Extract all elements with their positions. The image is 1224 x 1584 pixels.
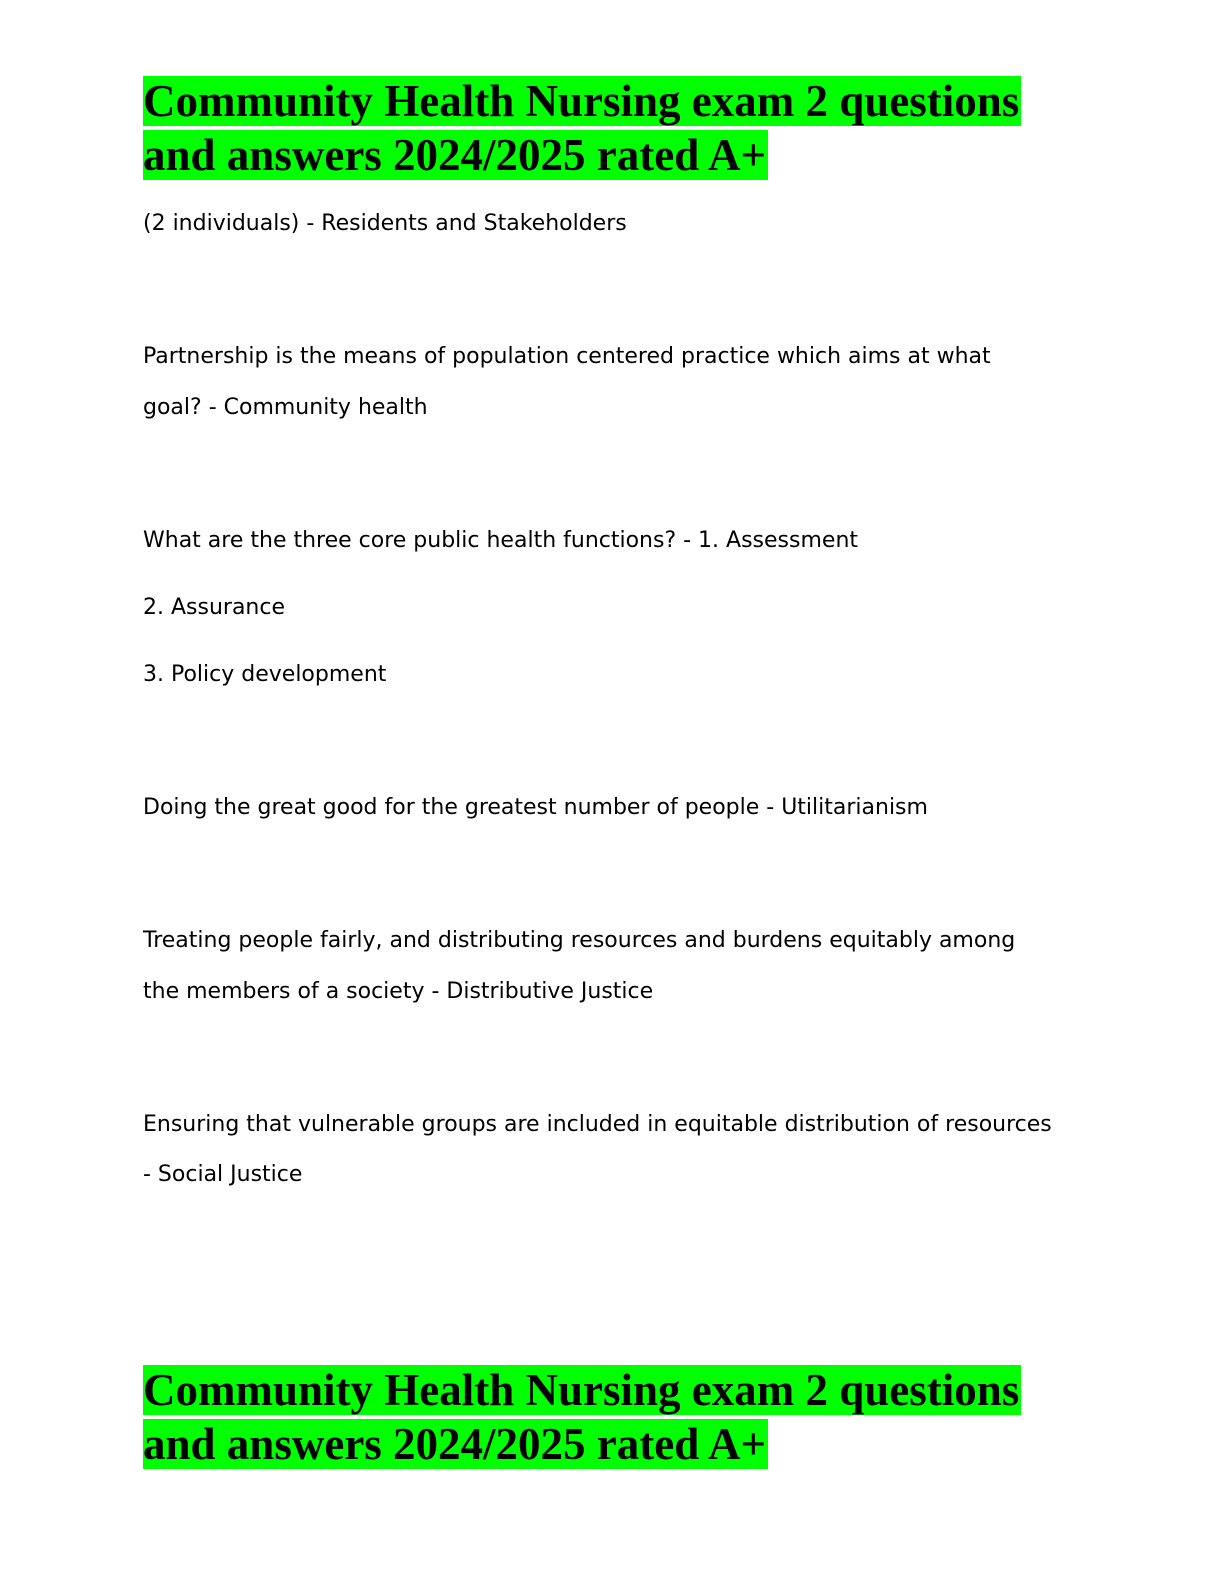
qa-line-4: What are the three core public health functions? - 1. Assessment — [143, 528, 859, 553]
qa-line-9: the members of a society - Distributive Justice — [143, 979, 654, 1004]
document-title-repeat — [143, 1363, 1083, 1471]
qa-line-7: Doing the great good for the greatest number of people - Utilitarianism — [143, 795, 928, 820]
qa-line-2: Partnership is the means of population centered practice which aims at what — [143, 344, 991, 369]
qa-line-5: 2. Assurance — [143, 595, 286, 620]
qa-line-1: (2 individuals) - Residents and Stakeholders — [143, 211, 627, 236]
qa-line-3: goal? - Community health — [143, 395, 428, 420]
qa-line-11: - Social Justice — [143, 1162, 303, 1187]
document-title — [143, 74, 1083, 182]
document-title-repeat-highlight: Community Health Nursing exam 2 questions and answers 2024/2025 rated A+ — [143, 1365, 1020, 1469]
qa-line-8: Treating people fairly, and distributing resources and burdens equitably among — [143, 928, 1016, 953]
qa-line-6: 3. Policy development — [143, 662, 387, 687]
document-title-highlight: Community Health Nursing exam 2 questions and answers 2024/2025 rated A+ — [143, 76, 1020, 180]
qa-line-10: Ensuring that vulnerable groups are included in equitable distribution of resources — [143, 1112, 1052, 1137]
